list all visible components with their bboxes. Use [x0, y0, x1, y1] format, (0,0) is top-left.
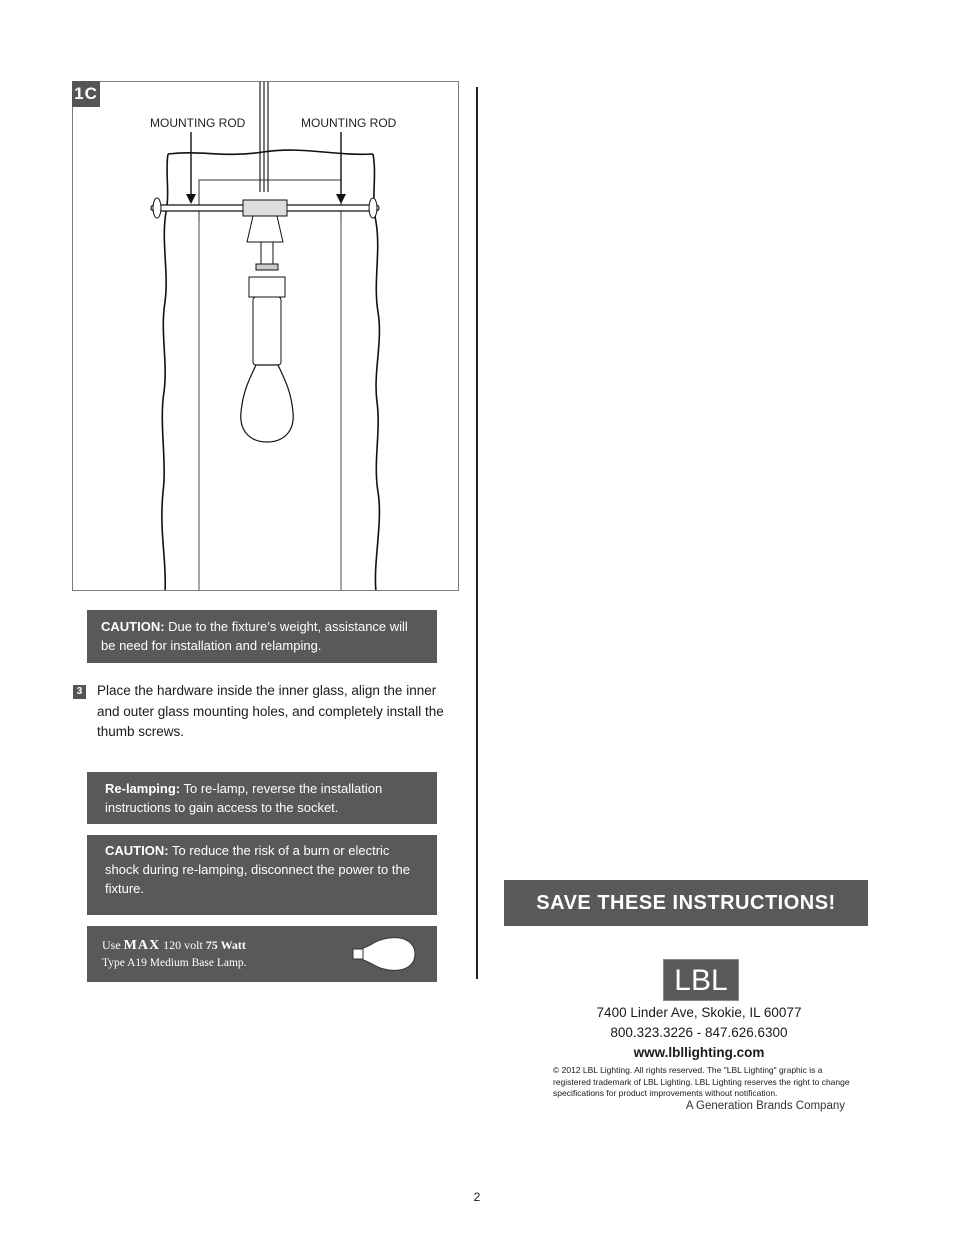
page-number: 2 [473, 1190, 481, 1204]
figure-1c [72, 81, 459, 591]
company-tagline: A Generation Brands Company [685, 1100, 845, 1112]
step-number: 3 [73, 685, 86, 699]
pendant-diagram [73, 82, 459, 591]
relamping-box [87, 772, 437, 824]
relamping-heading: Re-lamping: [105, 781, 181, 796]
bulb-icon [349, 932, 419, 976]
lamp-max: MAX [123, 938, 161, 953]
caution-text: Due to the fixture’s weight, assistance will be need for installation and relamping. [101, 619, 408, 653]
step-text: Place the hardware inside the inner glass, align the inner and outer glass mounting holes, and completely install the thumb screws. [97, 683, 444, 739]
caution-burn-box [87, 835, 437, 915]
lamp-use: Use [102, 938, 121, 952]
lamp-volt: 120 volt [163, 938, 203, 952]
mounting-rod-label-left: MOUNTING ROD [150, 116, 246, 130]
save-instructions-banner: SAVE THESE INSTRUCTIONS! [504, 880, 868, 926]
caution-heading: CAUTION: [105, 843, 169, 858]
lamp-spec-box [87, 926, 437, 982]
lbl-logo: LBL [663, 959, 739, 1001]
lamp-type: Type A19 Medium Base Lamp. [102, 957, 247, 969]
caution-weight-box [87, 610, 437, 663]
relamping-text: To re-lamp, reverse the installation instructions to gain access to the socket. [105, 781, 383, 815]
copyright-text: © 2012 LBL Lighting. All rights reserved. The "LBL Lighting" graphic is a registered trademark of LBL Lighting. LBL Lighting reserves the right to change specifications for product improvements without notification. [553, 1065, 850, 1098]
phone-numbers: 800.323.3226 - 847.626.6300 [610, 1025, 788, 1040]
caution-text: To reduce the risk of a burn or electric shock during re-lamping, disconnect the power to the fixture. [105, 843, 410, 896]
figure-tag: 1C [72, 81, 100, 107]
lamp-watt: 75 Watt [205, 938, 246, 952]
address: 7400 Linder Ave, Skokie, IL 60077 [596, 1005, 802, 1020]
column-divider [476, 87, 478, 979]
caution-heading: CAUTION: [101, 619, 165, 634]
mounting-rod-label-right: MOUNTING ROD [301, 116, 397, 130]
website-link[interactable]: www.lbllighting.com [633, 1045, 765, 1060]
